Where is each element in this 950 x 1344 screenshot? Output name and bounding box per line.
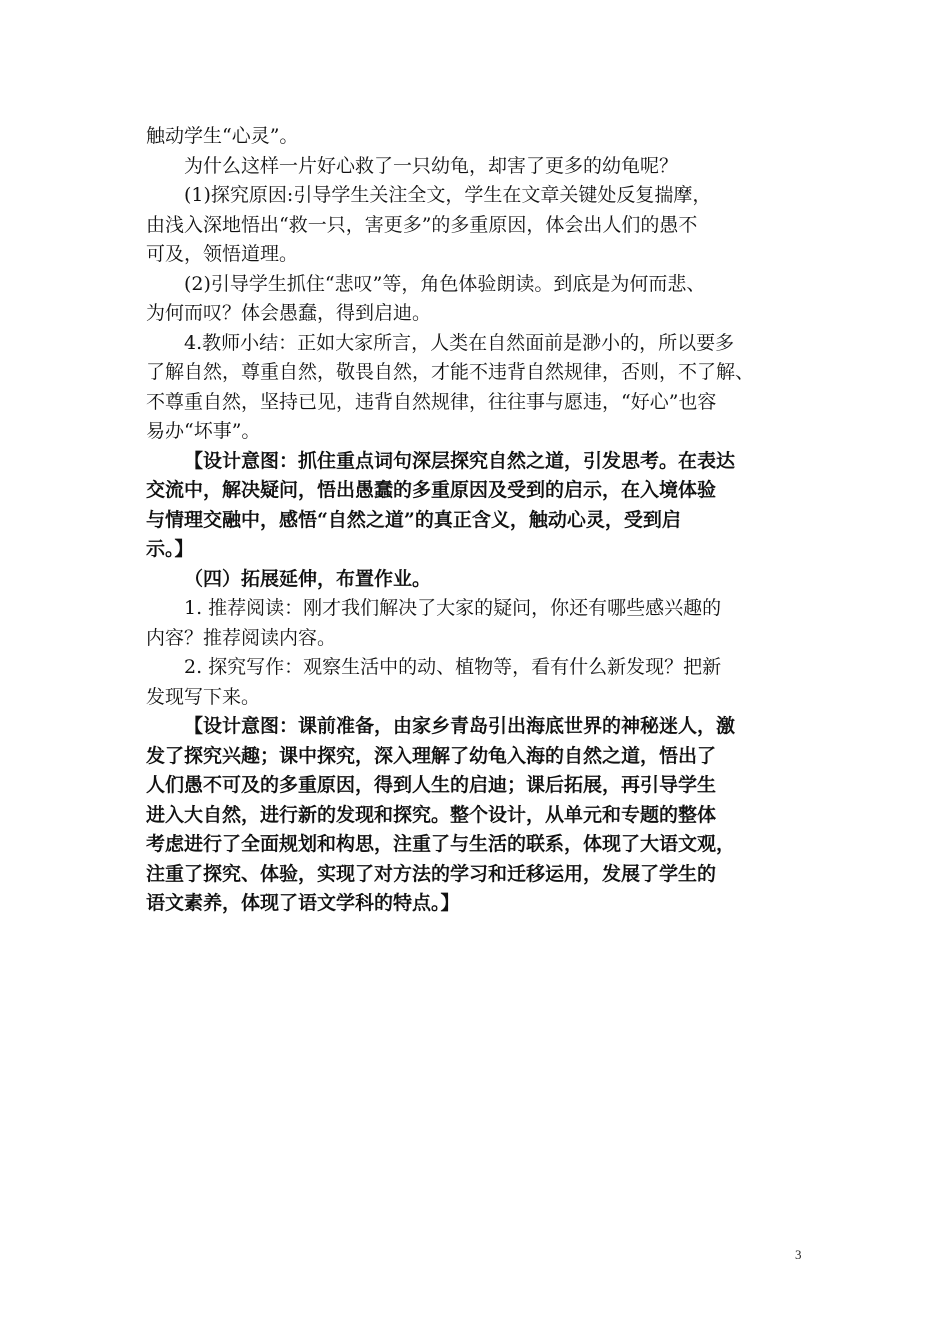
document-body xyxy=(146,122,808,919)
section-heading: （四）拓展延伸，布置作业。 xyxy=(184,567,432,590)
text-line: 语文素养，体现了语文学科的特点。】 xyxy=(146,892,460,914)
text-line: 发了探究兴趣；课中探究，深入理解了幼龟入海的自然之道，悟出了 xyxy=(146,744,717,767)
design-intent-heading-line: 【设计意图：抓住重点词句深层探究自然之道，引发思考。在表达 xyxy=(184,449,736,472)
text-line: 注重了探究、体验，实现了对方法的学习和迁移运用，发展了学生的 xyxy=(146,862,717,885)
text-line: 可及，领悟道理。 xyxy=(146,243,299,265)
text-line: 不尊重自然，坚持已见，违背自然规律，往往事与愿违，“好心”也容 xyxy=(146,390,717,413)
text-line: 内容？推荐阅读内容。 xyxy=(146,626,337,649)
text-line: 4.教师小结：正如大家所言，人类在自然面前是渺小的，所以要多 xyxy=(184,331,735,354)
text-line: 交流中，解决疑问，悟出愚蠢的多重原因及受到的启示，在入境体验 xyxy=(146,479,717,501)
text-line: 示。】 xyxy=(146,538,194,560)
page-number: 3 xyxy=(795,1247,802,1262)
text-line: 与情理交融中，感悟“自然之道”的真正含义，触动心灵，受到启 xyxy=(146,508,681,531)
text-line: 易办“坏事”。 xyxy=(146,420,261,442)
text-line: 2. 探究写作：观察生活中的动、植物等，看有什么新发现？把新 xyxy=(184,656,722,678)
text-line: 人们愚不可及的多重原因，得到人生的启迪；课后拓展，再引导学生 xyxy=(146,774,717,796)
text-line: 为什么这样一片好心救了一只幼龟，却害了更多的幼龟呢？ xyxy=(184,154,679,177)
text-line: 发现写下来。 xyxy=(146,685,261,708)
text-line: (1)探究原因:引导学生关注全文，学生在文章关键处反复揣摩， xyxy=(184,184,712,206)
text-line: 触动学生“心灵”。 xyxy=(146,125,299,147)
text-line: 为何而叹？体会愚蠢，得到启迪。 xyxy=(146,302,432,324)
text-line: 进入大自然，进行新的发现和探究。整个设计，从单元和专题的整体 xyxy=(146,803,717,826)
text-line: 了解自然，尊重自然，敬畏自然，才能不违背自然规律，否则，不了解、 xyxy=(146,361,755,383)
text-line: 考虑进行了全面规划和构思，注重了与生活的联系，体现了大语文观， xyxy=(146,833,736,855)
text-line: 1. 推荐阅读：刚才我们解决了大家的疑问，你还有哪些感兴趣的 xyxy=(184,597,722,619)
design-intent-heading-line: 【设计意图：课前准备，由家乡青岛引出海底世界的神秘迷人，激 xyxy=(184,715,736,737)
text-line: 由浅入深地悟出“救一只，害更多”的多重原因，体会出人们的愚不 xyxy=(146,213,698,236)
text-line: (2)引导学生抓住“悲叹”等，角色体验朗读。到底是为何而悲、 xyxy=(184,272,706,295)
